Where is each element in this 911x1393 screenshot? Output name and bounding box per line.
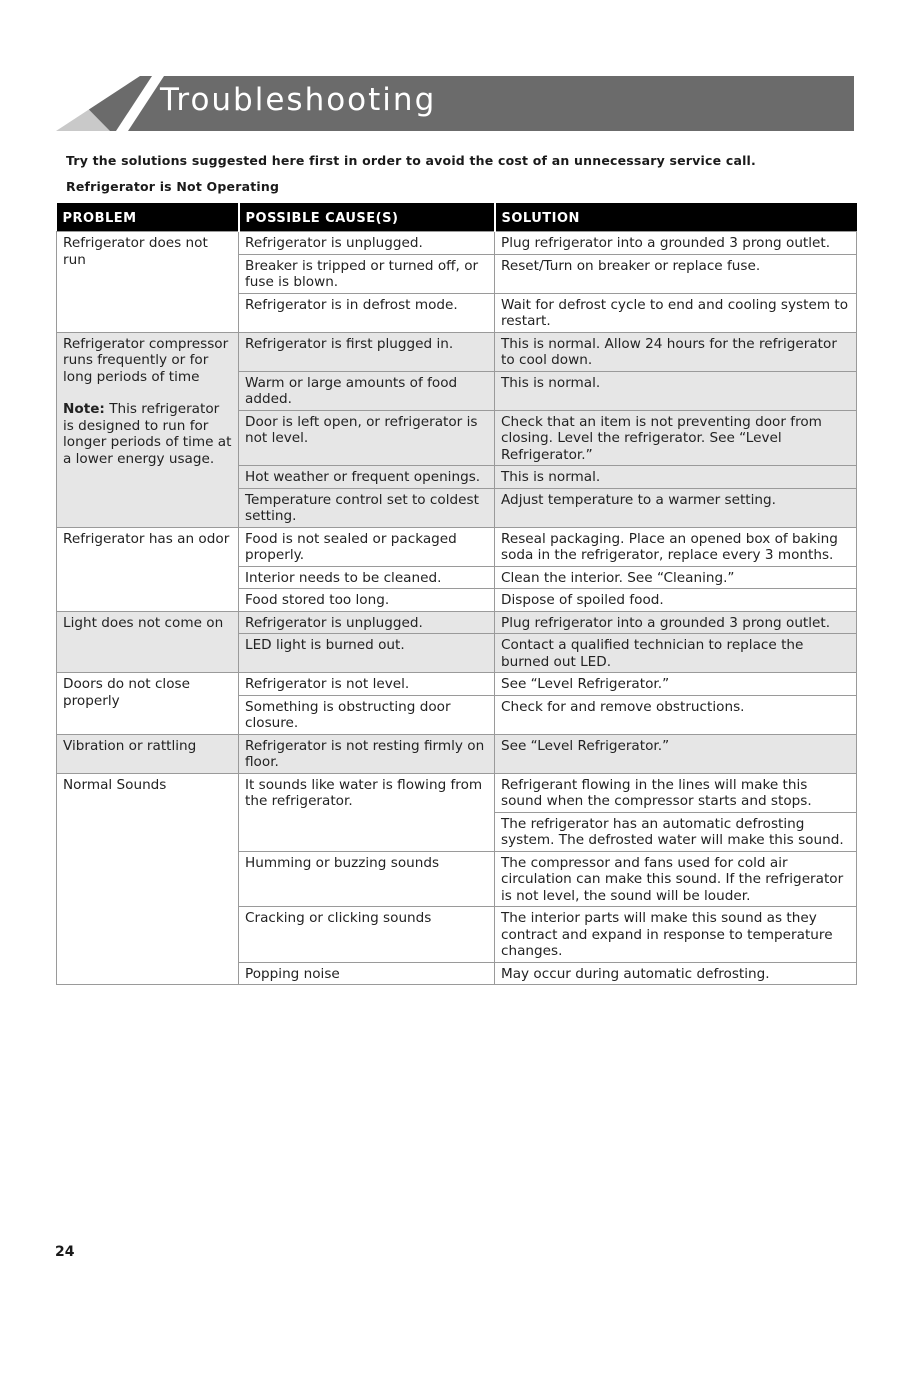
table-row	[57, 773, 857, 812]
cause-cell: Something is obstructing door closure.	[239, 695, 495, 734]
solution-cell: The compressor and fans used for cold air circulation can make this sound. If the refrigerator is not level, the sound will be louder.	[495, 851, 857, 907]
cause-cell: Breaker is tripped or turned off, or fuse is blown.	[239, 254, 495, 293]
problem-text: Vibration or rattling	[63, 737, 197, 754]
table-row	[57, 332, 857, 371]
cause-cell: Food is not sealed or packaged properly.	[239, 527, 495, 566]
note-label: Note:	[63, 401, 105, 417]
cause-cell: Interior needs to be cleaned.	[239, 566, 495, 589]
cause-cell: LED light is burned out.	[239, 634, 495, 673]
solution-cell: Reseal packaging. Place an opened box of baking soda in the refrigerator, replace every 3 months.	[495, 527, 857, 566]
table-row	[57, 673, 857, 696]
solution-cell: See “Level Refrigerator.”	[495, 734, 857, 773]
table-row	[57, 734, 857, 773]
solution-cell: Wait for defrost cycle to end and cooling system to restart.	[495, 293, 857, 332]
intro-text: Try the solutions suggested here first in order to avoid the cost of an unnecessary service call.	[66, 153, 756, 168]
problem-text: Refrigerator has an odor	[63, 530, 230, 547]
cause-cell: Warm or large amounts of food added.	[239, 371, 495, 410]
problem-text: Doors do not close properly	[63, 676, 190, 709]
solution-cell: Clean the interior. See “Cleaning.”	[495, 566, 857, 589]
cause-cell: Refrigerator is unplugged.	[239, 611, 495, 634]
solution-cell: Plug refrigerator into a grounded 3 prong outlet.	[495, 232, 857, 255]
cause-cell: Humming or buzzing sounds	[239, 851, 495, 907]
cause-cell: Refrigerator is first plugged in.	[239, 332, 495, 371]
solution-cell: See “Level Refrigerator.”	[495, 673, 857, 696]
column-header-cause: POSSIBLE CAUSE(S)	[239, 203, 495, 232]
solution-cell: This is normal. Allow 24 hours for the refrigerator to cool down.	[495, 332, 857, 371]
solution-cell: The refrigerator has an automatic defrosting system. The defrosted water will make this sound.	[495, 812, 857, 851]
solution-cell: This is normal.	[495, 466, 857, 489]
problem-cell	[57, 332, 239, 527]
cause-cell: Food stored too long.	[239, 589, 495, 612]
problem-text: Refrigerator does not run	[63, 235, 208, 268]
problem-cell	[57, 773, 239, 985]
solution-cell: May occur during automatic defrosting.	[495, 962, 857, 985]
note-text: This refrigerator is designed to run for longer periods of time at a lower energy usage.	[63, 401, 232, 467]
table-header-row	[57, 203, 857, 232]
table-body	[57, 232, 857, 985]
cause-cell: Refrigerator is in defrost mode.	[239, 293, 495, 332]
cause-cell: Refrigerator is not level.	[239, 673, 495, 696]
cause-cell: Hot weather or frequent openings.	[239, 466, 495, 489]
table-row	[57, 232, 857, 255]
solution-cell: Dispose of spoiled food.	[495, 589, 857, 612]
problem-text: Light does not come on	[63, 614, 224, 631]
problem-cell	[57, 232, 239, 333]
problem-text: Normal Sounds	[63, 776, 167, 793]
solution-cell: Adjust temperature to a warmer setting.	[495, 488, 857, 527]
column-header-solution: SOLUTION	[495, 203, 857, 232]
section-banner	[56, 76, 854, 131]
cause-cell: Cracking or clicking sounds	[239, 907, 495, 963]
table-row	[57, 611, 857, 634]
solution-cell: This is normal.	[495, 371, 857, 410]
problem-cell	[57, 527, 239, 611]
solution-cell: Refrigerant flowing in the lines will make this sound when the compressor starts and stops.	[495, 773, 857, 812]
solution-cell: Plug refrigerator into a grounded 3 prong outlet.	[495, 611, 857, 634]
cause-cell: Refrigerator is unplugged.	[239, 232, 495, 255]
solution-cell: Check for and remove obstructions.	[495, 695, 857, 734]
problem-cell	[57, 734, 239, 773]
section-subheading: Refrigerator is Not Operating	[66, 179, 280, 194]
table-row	[57, 527, 857, 566]
cause-cell: Popping noise	[239, 962, 495, 985]
page-number: 24	[55, 1244, 75, 1260]
cause-cell: Refrigerator is not resting firmly on floor.	[239, 734, 495, 773]
cause-cell: Door is left open, or refrigerator is not level.	[239, 410, 495, 466]
problem-text: Refrigerator compressor runs frequently or for long periods of time	[63, 335, 229, 385]
troubleshooting-table	[56, 203, 857, 985]
solution-cell: Reset/Turn on breaker or replace fuse.	[495, 254, 857, 293]
problem-cell	[57, 673, 239, 735]
column-header-problem: PROBLEM	[57, 203, 239, 232]
cause-cell: It sounds like water is flowing from the refrigerator.	[239, 773, 495, 812]
solution-cell: Check that an item is not preventing door from closing. Level the refrigerator. See “Level Refrigerator.”	[495, 410, 857, 466]
problem-note	[63, 401, 234, 467]
page-title: Troubleshooting	[160, 82, 437, 118]
cause-cell	[239, 812, 495, 851]
solution-cell: Contact a qualified technician to replace the burned out LED.	[495, 634, 857, 673]
solution-cell: The interior parts will make this sound as they contract and expand in response to temperature changes.	[495, 907, 857, 963]
cause-cell: Temperature control set to coldest setting.	[239, 488, 495, 527]
problem-cell	[57, 611, 239, 673]
